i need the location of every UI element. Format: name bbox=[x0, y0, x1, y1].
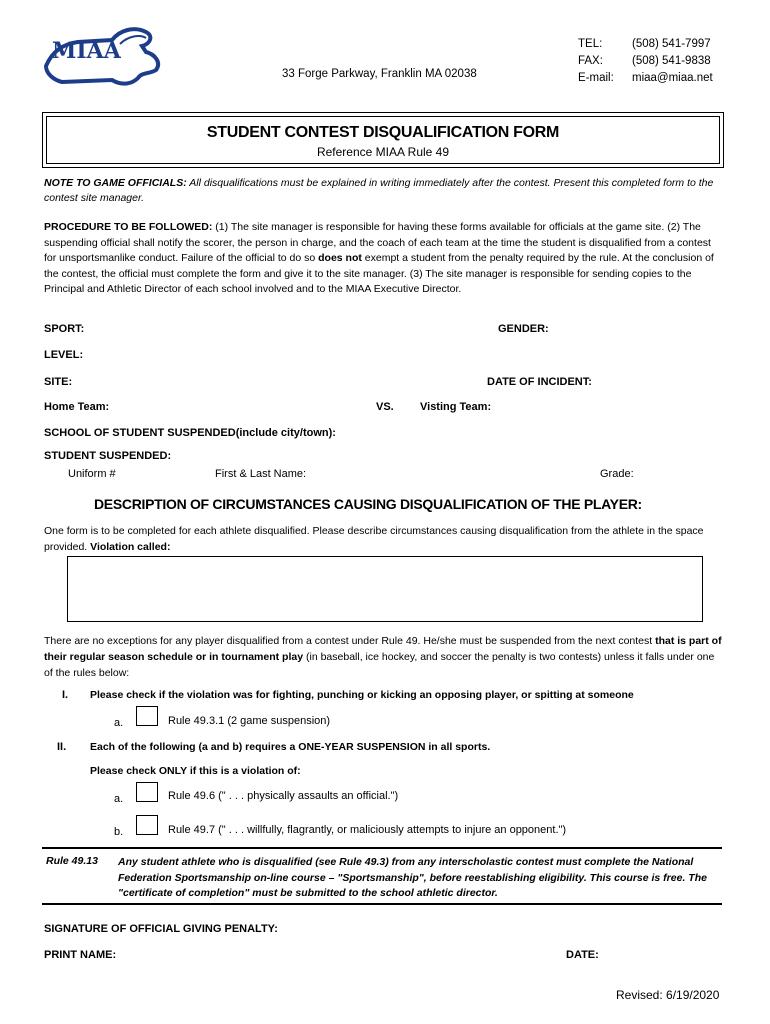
description-textarea[interactable] bbox=[67, 556, 703, 622]
tel-value: (508) 541-7997 bbox=[632, 38, 711, 50]
rule-i-number: I. bbox=[62, 689, 69, 701]
date-label: DATE: bbox=[566, 949, 599, 961]
note-paragraph bbox=[44, 176, 724, 206]
gender-label: GENDER: bbox=[498, 323, 549, 335]
title-box bbox=[42, 112, 724, 168]
violation-called-label: Violation called: bbox=[90, 541, 171, 553]
rule-49-6-checkbox[interactable] bbox=[136, 782, 158, 802]
description-paragraph bbox=[44, 523, 724, 555]
rule-ii-a-text: Rule 49.6 (" . . . physically assaults an official.") bbox=[168, 790, 399, 802]
exceptions-text-2: (in baseball, ice hockey, and soccer the penalty is two contests) unless it falls under one of the rules below: bbox=[44, 651, 715, 679]
fax-value: (508) 541-9838 bbox=[632, 55, 711, 67]
procedure-label: PROCEDURE TO BE FOLLOWED: bbox=[44, 221, 213, 233]
tel-label: TEL: bbox=[578, 38, 603, 50]
student-suspended-label: STUDENT SUSPENDED: bbox=[44, 450, 172, 462]
grade-label: Grade: bbox=[600, 468, 634, 480]
signature-label: SIGNATURE OF OFFICIAL GIVING PENALTY: bbox=[44, 923, 278, 935]
form-title: STUDENT CONTEST DISQUALIFICATION FORM bbox=[206, 124, 560, 141]
visiting-team-label: Visting Team: bbox=[420, 401, 492, 413]
school-label: SCHOOL OF STUDENT SUSPENDED(include city/town): bbox=[44, 427, 336, 439]
exceptions-bold: that is part of their regular season schedule or in tournament play bbox=[44, 635, 722, 663]
description-text: One form is to be completed for each athlete disqualified. Please describe circumstances causing disqualification from the athlete in the space provided. bbox=[44, 525, 704, 553]
procedure-paragraph bbox=[44, 220, 720, 298]
rule-ii-check-instruction: Please check ONLY if this is a violation of: bbox=[90, 765, 301, 777]
description-heading: DESCRIPTION OF CIRCUMSTANCES CAUSING DISQUALIFICATION OF THE PLAYER: bbox=[94, 496, 642, 512]
note-label: NOTE TO GAME OFFICIALS: bbox=[44, 177, 187, 189]
name-label: First & Last Name: bbox=[215, 468, 307, 480]
print-name-label: PRINT NAME: bbox=[44, 949, 117, 961]
rule-49-13-label: Rule 49.13 bbox=[46, 855, 98, 867]
sport-label: SPORT: bbox=[44, 323, 85, 335]
rule-ii-text: Each of the following (a and b) requires a ONE-YEAR SUSPENSION in all sports. bbox=[90, 741, 491, 753]
exceptions-text-1: There are no exceptions for any player disqualified from a contest under Rule 49. He/she must be suspended from the next contest bbox=[44, 635, 656, 647]
rule-ii-number: II. bbox=[57, 741, 67, 753]
divider-bottom bbox=[42, 903, 722, 905]
rule-ii-b-text: Rule 49.7 (" . . . willfully, flagrantly, or maliciously attempts to injure an opponent.") bbox=[168, 824, 567, 836]
home-team-label: Home Team: bbox=[44, 401, 110, 413]
procedure-text-2: exempt a student from the penalty required by the rule. At the conclusion of the contest, the official must complete the form and give it to the site manager. (3) The site manager is responsible for sending copies to the Principal and Athletic Director of each school involved and to the MIAA Executive Director. bbox=[44, 252, 714, 295]
rule-49-7-checkbox[interactable] bbox=[136, 815, 158, 835]
miaa-logo bbox=[42, 22, 167, 92]
exceptions-paragraph bbox=[44, 633, 724, 681]
procedure-bold: does not bbox=[318, 252, 362, 264]
logo-text: MIAA bbox=[52, 38, 121, 64]
rule-i-a-text: Rule 49.3.1 (2 game suspension) bbox=[168, 715, 331, 727]
rule-i-text: Please check if the violation was for fighting, punching or kicking an opposing player, or spitting at someone bbox=[90, 689, 634, 701]
fax-label: FAX: bbox=[578, 55, 603, 67]
email-value: miaa@miaa.net bbox=[632, 72, 713, 84]
note-text: All disqualifications must be explained in writing immediately after the contest. Present this completed form to the contest site manager. bbox=[44, 177, 714, 204]
contact-labels bbox=[578, 36, 614, 87]
divider-top bbox=[42, 847, 722, 849]
revised-date: Revised: 6/19/2020 bbox=[616, 988, 720, 1002]
date-of-incident-label: DATE OF INCIDENT: bbox=[487, 376, 592, 388]
email-label: E-mail: bbox=[578, 72, 614, 84]
title-inner bbox=[46, 116, 720, 164]
uniform-label: Uniform # bbox=[68, 468, 116, 480]
form-subtitle: Reference MIAA Rule 49 bbox=[316, 145, 450, 159]
rule-49-13-text: Any student athlete who is disqualified (see Rule 49.3) from any interscholastic contest must complete the National Federation Sportsmanship on-line course – "Sportsmanship", before reestablishing eligibility. This course is free. The "certificate of completion" must be submitted to the school athletic director. bbox=[118, 856, 707, 899]
procedure-text-1: (1) The site manager is responsible for having these forms available for officials at the game site. (2) The suspending official shall notify the scorer, the person in charge, and the coach of each team at the time the student is disqualified from a contest for unsportsmanlike conduct. Failure of the official to do so bbox=[44, 221, 711, 264]
vs-label: VS. bbox=[376, 401, 394, 413]
rule-49-3-1-checkbox[interactable] bbox=[136, 706, 158, 726]
level-label: LEVEL: bbox=[44, 349, 84, 361]
contact-values bbox=[632, 36, 713, 87]
rule-ii-a-letter: a. bbox=[114, 793, 124, 805]
rule-ii-b-letter: b. bbox=[114, 826, 124, 838]
site-label: SITE: bbox=[44, 376, 73, 388]
rule-i-a-letter: a. bbox=[114, 717, 124, 729]
address: 33 Forge Parkway, Franklin MA 02038 bbox=[282, 68, 477, 80]
